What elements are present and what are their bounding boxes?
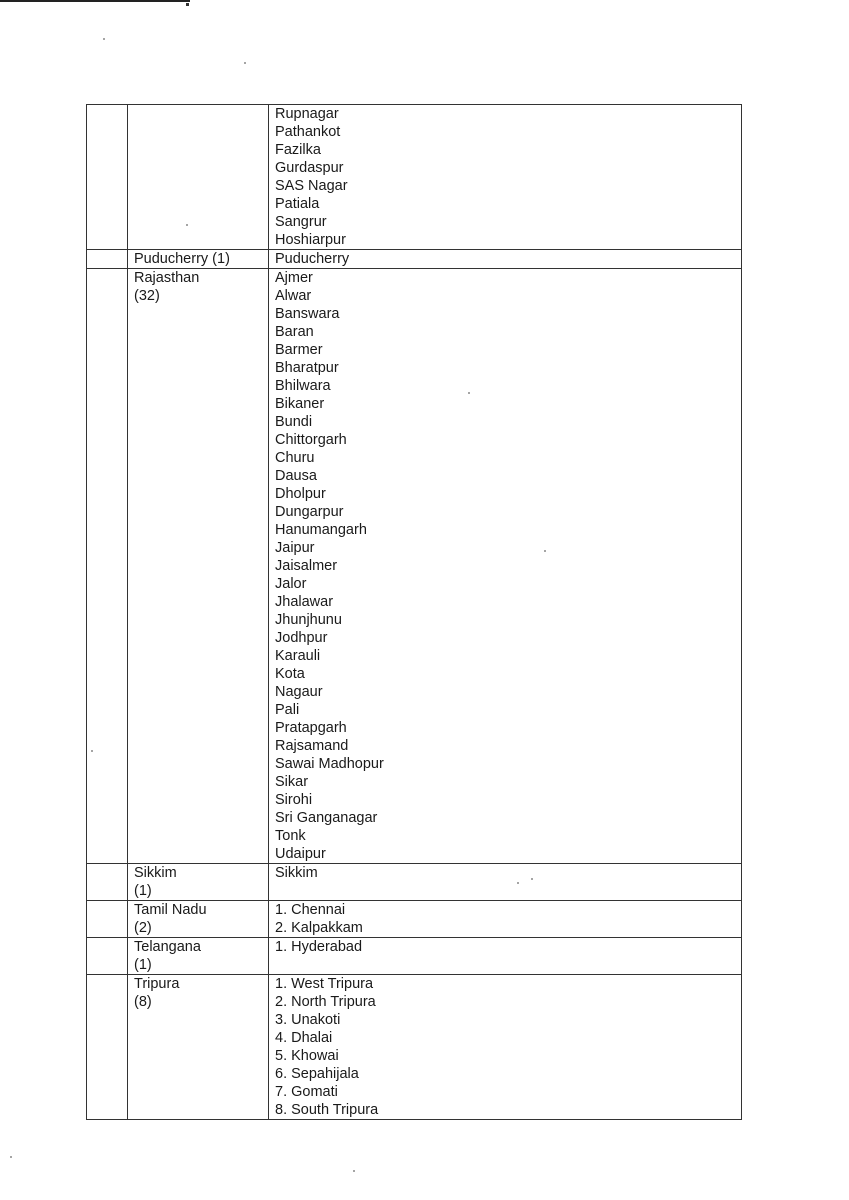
districts-cell <box>269 864 742 901</box>
header-rule <box>0 0 190 2</box>
scan-speck <box>244 62 246 64</box>
district-name: Sikar <box>275 774 309 790</box>
district-name: 6. Sepahijala <box>275 1066 359 1082</box>
district-name: 4. Dhalai <box>275 1030 333 1046</box>
district-name: Jodhpur <box>275 630 328 646</box>
serial-cell <box>87 975 128 1120</box>
district-name: Bikaner <box>275 396 325 412</box>
district-name: Sirohi <box>275 792 313 808</box>
state-cell <box>128 938 269 975</box>
district-name: Sangrur <box>275 214 327 230</box>
state-cell <box>128 105 269 250</box>
table-row <box>87 975 742 1120</box>
table-body <box>87 105 742 1120</box>
state-cell <box>128 864 269 901</box>
district-name: Jaipur <box>275 540 315 556</box>
scan-speck <box>103 38 105 40</box>
districts-cell <box>269 901 742 938</box>
district-name: 3. Unakoti <box>275 1012 341 1028</box>
district-name: Patiala <box>275 196 320 212</box>
districts-cell <box>269 105 742 250</box>
district-name: Churu <box>275 450 315 466</box>
table-row <box>87 938 742 975</box>
district-name: Sawai Madhopur <box>275 756 384 772</box>
district-name: 8. South Tripura <box>275 1102 379 1118</box>
state-cell <box>128 901 269 938</box>
district-name: Pathankot <box>275 124 341 140</box>
serial-cell <box>87 105 128 250</box>
district-name: Rupnagar <box>275 106 339 122</box>
serial-cell <box>87 269 128 864</box>
districts-cell <box>269 250 742 269</box>
district-name: Alwar <box>275 288 312 304</box>
state-name: Rajasthan <box>134 270 200 286</box>
districts-cell <box>269 975 742 1120</box>
districts-cell <box>269 269 742 864</box>
state-cell <box>128 269 269 864</box>
table-row <box>87 105 742 250</box>
district-name: Bundi <box>275 414 313 430</box>
scan-speck <box>353 1170 355 1172</box>
scan-speck <box>10 1156 12 1158</box>
state-cell <box>128 250 269 269</box>
district-count: (1) <box>134 883 152 899</box>
district-name: Jhalawar <box>275 594 334 610</box>
district-name: Kota <box>275 666 305 682</box>
state-name: Puducherry (1) <box>134 251 230 267</box>
district-name: Fazilka <box>275 142 321 158</box>
district-name: Jalor <box>275 576 307 592</box>
district-name: 1. West Tripura <box>275 976 374 992</box>
district-name: Pali <box>275 702 300 718</box>
district-name: Hanumangarh <box>275 522 367 538</box>
district-name: Rajsamand <box>275 738 349 754</box>
district-name: Sikkim <box>275 865 318 881</box>
district-name: Hoshiarpur <box>275 232 346 248</box>
district-count: (8) <box>134 994 152 1010</box>
district-name: Dholpur <box>275 486 326 502</box>
serial-cell <box>87 250 128 269</box>
district-count: (1) <box>134 957 152 973</box>
district-name: Ajmer <box>275 270 313 286</box>
district-name: Jhunjhunu <box>275 612 342 628</box>
serial-cell <box>87 864 128 901</box>
state-name: Telangana <box>134 939 201 955</box>
district-name: Gurdaspur <box>275 160 344 176</box>
state-name: Tamil Nadu <box>134 902 207 918</box>
district-name: Pratapgarh <box>275 720 347 736</box>
state-name: Tripura <box>134 976 180 992</box>
district-name: Udaipur <box>275 846 326 862</box>
district-name: Puducherry <box>275 251 350 267</box>
district-count: (32) <box>134 288 160 304</box>
serial-cell <box>87 901 128 938</box>
district-name: Karauli <box>275 648 321 664</box>
district-name: 5. Khowai <box>275 1048 339 1064</box>
state-cell <box>128 975 269 1120</box>
district-name: Dungarpur <box>275 504 344 520</box>
district-name: Sri Ganganagar <box>275 810 378 826</box>
header-rule-mark <box>186 3 189 6</box>
district-name: Barmer <box>275 342 323 358</box>
district-name: Baran <box>275 324 314 340</box>
district-count: (2) <box>134 920 152 936</box>
district-name: Chittorgarh <box>275 432 347 448</box>
district-name: Bharatpur <box>275 360 339 376</box>
district-name: Tonk <box>275 828 306 844</box>
district-name: Banswara <box>275 306 340 322</box>
district-name: Dausa <box>275 468 317 484</box>
district-name: Bhilwara <box>275 378 331 394</box>
district-name: SAS Nagar <box>275 178 348 194</box>
state-name: Sikkim <box>134 865 177 881</box>
table-row <box>87 864 742 901</box>
district-name: 2. North Tripura <box>275 994 376 1010</box>
district-name: Jaisalmer <box>275 558 338 574</box>
district-name: 1. Chennai <box>275 902 346 918</box>
district-name: 2. Kalpakkam <box>275 920 363 936</box>
serial-cell <box>87 938 128 975</box>
district-name: Nagaur <box>275 684 323 700</box>
table-row <box>87 269 742 864</box>
state-district-table <box>86 104 742 1120</box>
districts-cell <box>269 938 742 975</box>
table-row <box>87 901 742 938</box>
district-name: 7. Gomati <box>275 1084 338 1100</box>
table-row <box>87 250 742 269</box>
district-name: 1. Hyderabad <box>275 939 363 955</box>
